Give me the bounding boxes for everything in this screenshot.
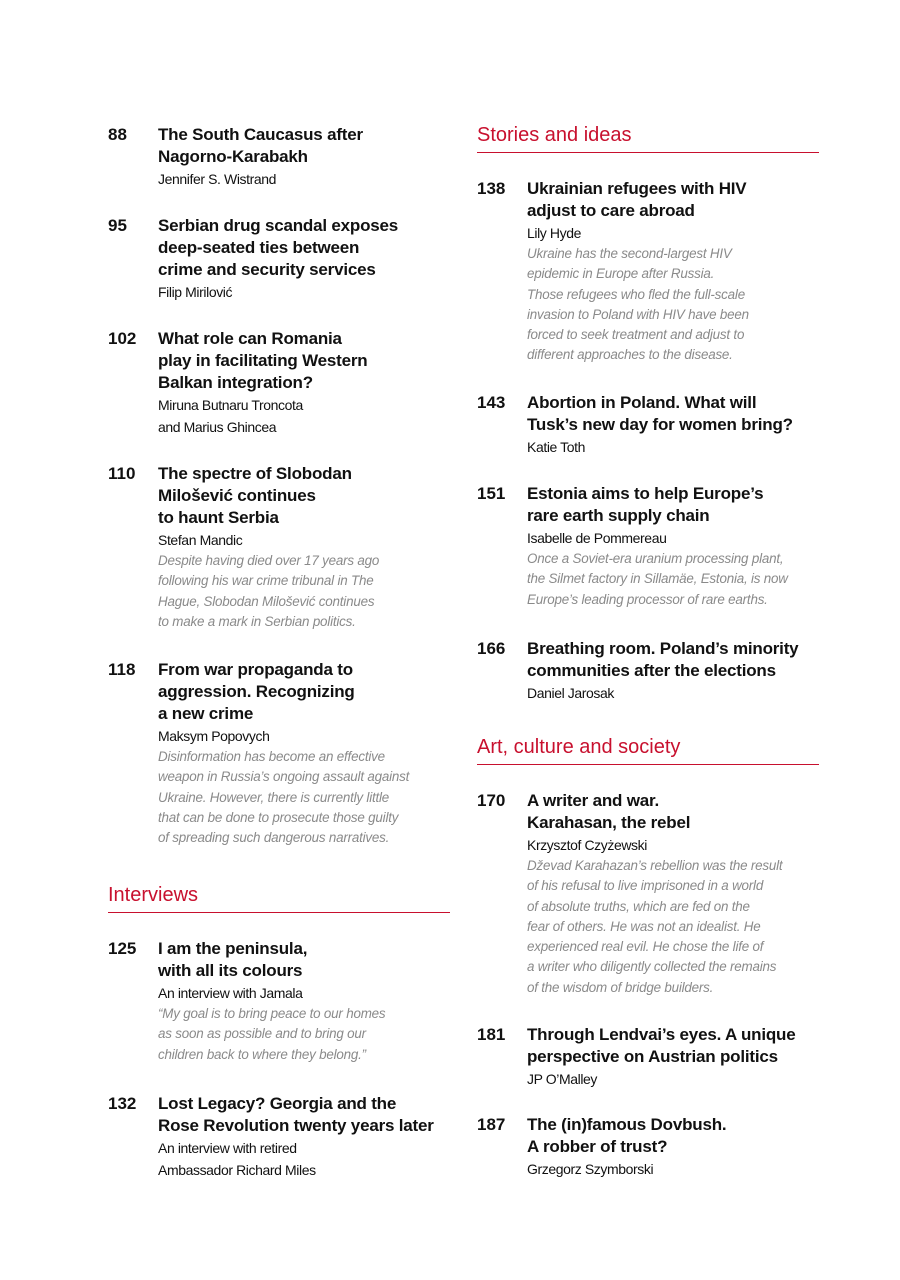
toc-entry[interactable] bbox=[108, 215, 453, 303]
section-header-interviews bbox=[108, 882, 450, 913]
article-author: JP O’Malley bbox=[527, 1071, 598, 1087]
article-author: Jennifer S. Wistrand bbox=[158, 171, 277, 187]
article-description: Ukraine has the second-largest HIV epidemic in Europe after Russia. Those refugees who fled the full-scale invasion to Poland with HIV have been forced to seek treatment and adjust to different approaches to the disease. bbox=[527, 246, 749, 363]
article-title: The South Caucasus after Nagorno-Karabakh bbox=[158, 125, 363, 166]
toc-entry[interactable] bbox=[477, 392, 822, 458]
page-number: 187 bbox=[477, 1115, 506, 1134]
article-title: Estonia aims to help Europe’s rare earth supply chain bbox=[527, 484, 764, 525]
article-description: Dževad Karahazan’s rebellion was the result of his refusal to live imprisoned in a world of absolute truths, which are fed on the fear of others. He was not an idealist. He experienced real evil. He chose the life of a writer who diligently collected the remains of the wisdom of bridge builders. bbox=[527, 858, 783, 995]
page-number: 181 bbox=[477, 1025, 506, 1044]
article-author: An interview with Jamala bbox=[158, 985, 303, 1001]
article-title: From war propaganda to aggression. Recognizing a new crime bbox=[158, 660, 355, 723]
article-title: Abortion in Poland. What will Tusk’s new day for women bring? bbox=[527, 393, 793, 434]
article-title: Through Lendvai’s eyes. A unique perspective on Austrian politics bbox=[527, 1025, 796, 1066]
toc-entry[interactable] bbox=[108, 463, 453, 632]
article-description: Once a Soviet-era uranium processing plant, the Silmet factory in Sillamäe, Estonia, is now Europe’s leading processor of rare earths. bbox=[527, 551, 788, 607]
page-number: 125 bbox=[108, 939, 137, 958]
toc-entry[interactable] bbox=[477, 638, 837, 704]
article-description: “My goal is to bring peace to our homes as soon as possible and to bring our children back to where they belong.” bbox=[158, 1006, 386, 1062]
article-title: I am the peninsula, with all its colours bbox=[158, 939, 308, 980]
article-title: The (in)famous Dovbush. A robber of trust? bbox=[527, 1115, 727, 1156]
article-author: Lily Hyde bbox=[527, 225, 581, 241]
section-title: Stories and ideas bbox=[477, 124, 632, 146]
page-number: 95 bbox=[108, 216, 127, 235]
section-divider bbox=[108, 912, 450, 913]
article-description: Despite having died over 17 years ago following his war crime tribunal in The Hague, Slobodan Milošević continues to make a mark in Serbian politics. bbox=[158, 553, 380, 629]
page-number: 170 bbox=[477, 791, 506, 810]
article-author: Stefan Mandic bbox=[158, 532, 243, 548]
section-header-art bbox=[477, 734, 819, 765]
section-title: Interviews bbox=[108, 884, 199, 906]
page-number: 102 bbox=[108, 329, 137, 348]
section-divider bbox=[477, 152, 819, 153]
article-title: Lost Legacy? Georgia and the Rose Revolution twenty years later bbox=[158, 1094, 434, 1135]
section-title: Art, culture and society bbox=[477, 736, 681, 758]
article-title: What role can Romania play in facilitating Western Balkan integration? bbox=[158, 329, 368, 392]
toc-entry[interactable] bbox=[477, 1024, 837, 1090]
article-title: Serbian drug scandal exposes deep-seated ties between crime and security services bbox=[158, 216, 399, 279]
article-author: An interview with retired Ambassador Richard Miles bbox=[158, 1140, 316, 1178]
article-author: Maksym Popovych bbox=[158, 728, 270, 744]
page-number: 88 bbox=[108, 125, 127, 144]
page-number: 132 bbox=[108, 1094, 137, 1113]
article-author: Daniel Jarosak bbox=[527, 685, 614, 701]
page-number: 118 bbox=[108, 660, 136, 679]
article-title: A writer and war. Karahasan, the rebel bbox=[527, 791, 691, 832]
page-number: 143 bbox=[477, 393, 506, 412]
article-description: Disinformation has become an effective weapon in Russia’s ongoing assault against Ukraine. However, there is currently little that can be done to prosecute those guilty of spreading such dangerous narratives. bbox=[158, 749, 410, 846]
page-number: 110 bbox=[108, 464, 136, 483]
toc-entry[interactable] bbox=[477, 483, 837, 610]
article-title: The spectre of Slobodan Milošević continues to haunt Serbia bbox=[158, 464, 352, 527]
page-number: 138 bbox=[477, 179, 506, 198]
toc-entry[interactable] bbox=[108, 1093, 468, 1181]
article-author: Katie Toth bbox=[527, 439, 586, 455]
article-author: Krzysztof Czyżewski bbox=[527, 837, 647, 853]
toc-entry[interactable] bbox=[108, 659, 453, 848]
article-title: Ukrainian refugees with HIV adjust to care abroad bbox=[527, 179, 747, 220]
article-author: Isabelle de Pommereau bbox=[527, 530, 667, 546]
section-divider bbox=[477, 764, 819, 765]
toc-entry[interactable] bbox=[477, 178, 822, 366]
toc-entry[interactable] bbox=[108, 124, 453, 190]
toc-entry[interactable] bbox=[477, 790, 837, 998]
page-number: 151 bbox=[477, 484, 506, 503]
toc-entry[interactable] bbox=[477, 1114, 822, 1180]
article-title: Breathing room. Poland’s minority communities after the elections bbox=[527, 639, 799, 680]
toc-entry[interactable] bbox=[108, 938, 453, 1065]
toc-entry[interactable] bbox=[108, 328, 453, 438]
article-author: Miruna Butnaru Troncota and Marius Ghincea bbox=[158, 397, 303, 435]
section-header-stories bbox=[477, 122, 819, 153]
page-number: 166 bbox=[477, 639, 506, 658]
article-author: Filip Mirilović bbox=[158, 284, 233, 300]
article-author: Grzegorz Szymborski bbox=[527, 1161, 654, 1177]
